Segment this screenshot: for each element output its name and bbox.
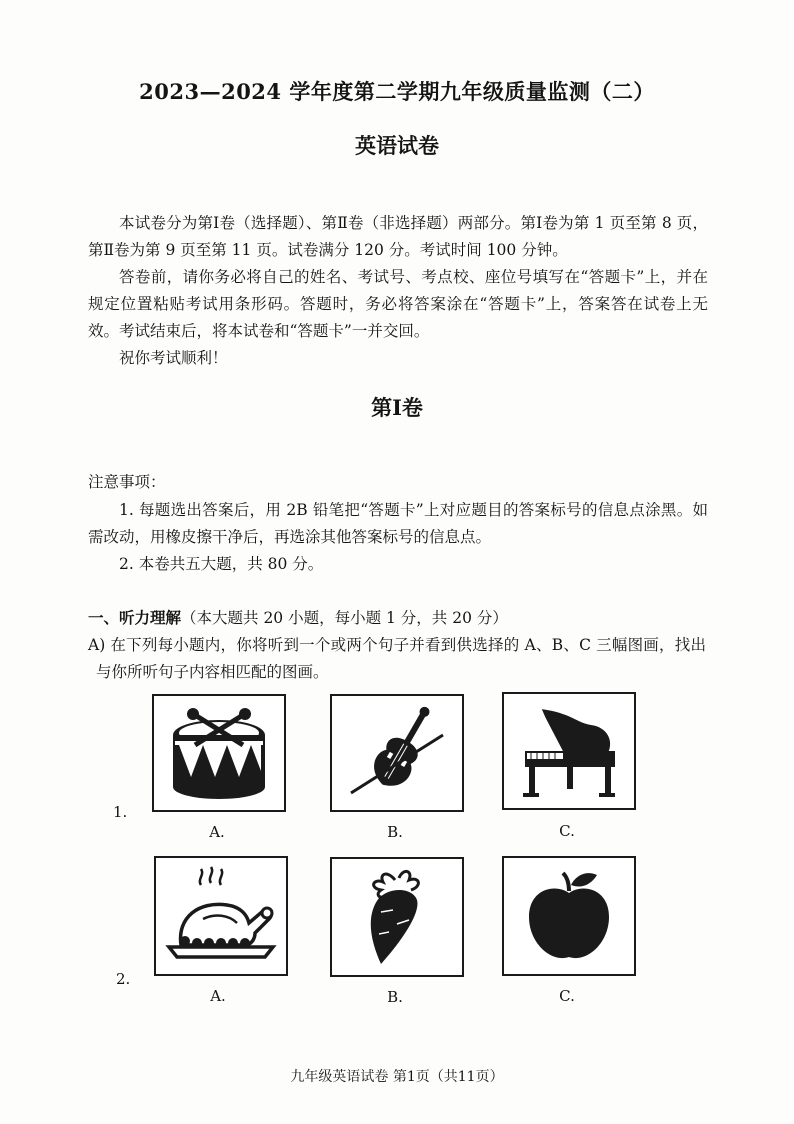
option-letter: C.: [559, 822, 575, 840]
option-image-box[interactable]: [330, 694, 464, 812]
question-number: 1.: [113, 803, 128, 821]
option-letter: A.: [209, 823, 225, 841]
piano-icon: [511, 699, 627, 803]
drum-icon: [161, 701, 277, 805]
part1-heading-title: 一、听力理解: [88, 608, 182, 627]
notes-item-2: 2. 本卷共五大题，共 80 分。: [119, 555, 324, 573]
intro-paragraph-2: 答卷前，请你务必将自己的姓名、考试号、考点校、座位号填写在“答题卡”上，并在规定位置粘贴考试用条形码。答题时，务必将答案涂在“答题卡”上，答案答在试卷上无效。考试结束后，将本试卷和“答题卡”一并交回。: [88, 268, 708, 340]
page-footer: 九年级英语试卷 第1页（共11页）: [290, 1069, 504, 1085]
part1-instruction-a: A) 在下列每小题内，你将听到一个或两个句子并看到供选择的 A、B、C 三幅图画，找出与你所听句子内容相匹配的图画。: [88, 636, 706, 681]
option-letter: B.: [387, 823, 403, 841]
apple-icon: [511, 863, 627, 969]
option-letter: A.: [210, 987, 226, 1005]
option-image-box[interactable]: [152, 694, 286, 812]
intro-paragraph-1: 本试卷分为第Ⅰ卷（选择题）、第Ⅱ卷（非选择题）两部分。第Ⅰ卷为第 1 页至第 8 页，第Ⅱ卷为第 9 页至第 11 页。试卷满分 120 分。考试时间 100 分钟。: [88, 214, 708, 259]
part1-heading: [88, 606, 508, 628]
option-image-box[interactable]: [502, 692, 636, 810]
notes-item-1: 1. 每题选出答案后，用 2B 铅笔把“答题卡”上对应题目的答案标号的信息点涂黑。如需改动，用橡皮擦干净后，再选涂其他答案标号的信息点。: [88, 501, 708, 546]
option-image-box[interactable]: [330, 857, 464, 977]
section-title: 第Ⅰ卷: [371, 395, 423, 420]
intro-paragraph-3: 祝你考试顺利！: [119, 349, 228, 367]
notes-label: 注意事项：: [88, 473, 166, 491]
question-number: 2.: [116, 970, 131, 988]
option-letter: C.: [559, 987, 575, 1005]
option-image-box[interactable]: [154, 856, 288, 976]
part1-heading-detail: （本大题共 20 小题，每小题 1 分，共 20 分）: [181, 609, 508, 627]
exam-title: 2023—2024 学年度第二学期九年级质量监测（二）: [139, 79, 655, 104]
roast-chicken-icon: [163, 863, 279, 969]
option-image-box[interactable]: [502, 856, 636, 976]
option-letter: B.: [387, 988, 403, 1006]
violin-icon: [339, 701, 455, 805]
exam-subtitle: 英语试卷: [355, 133, 439, 158]
carrot-icon: [339, 864, 455, 970]
